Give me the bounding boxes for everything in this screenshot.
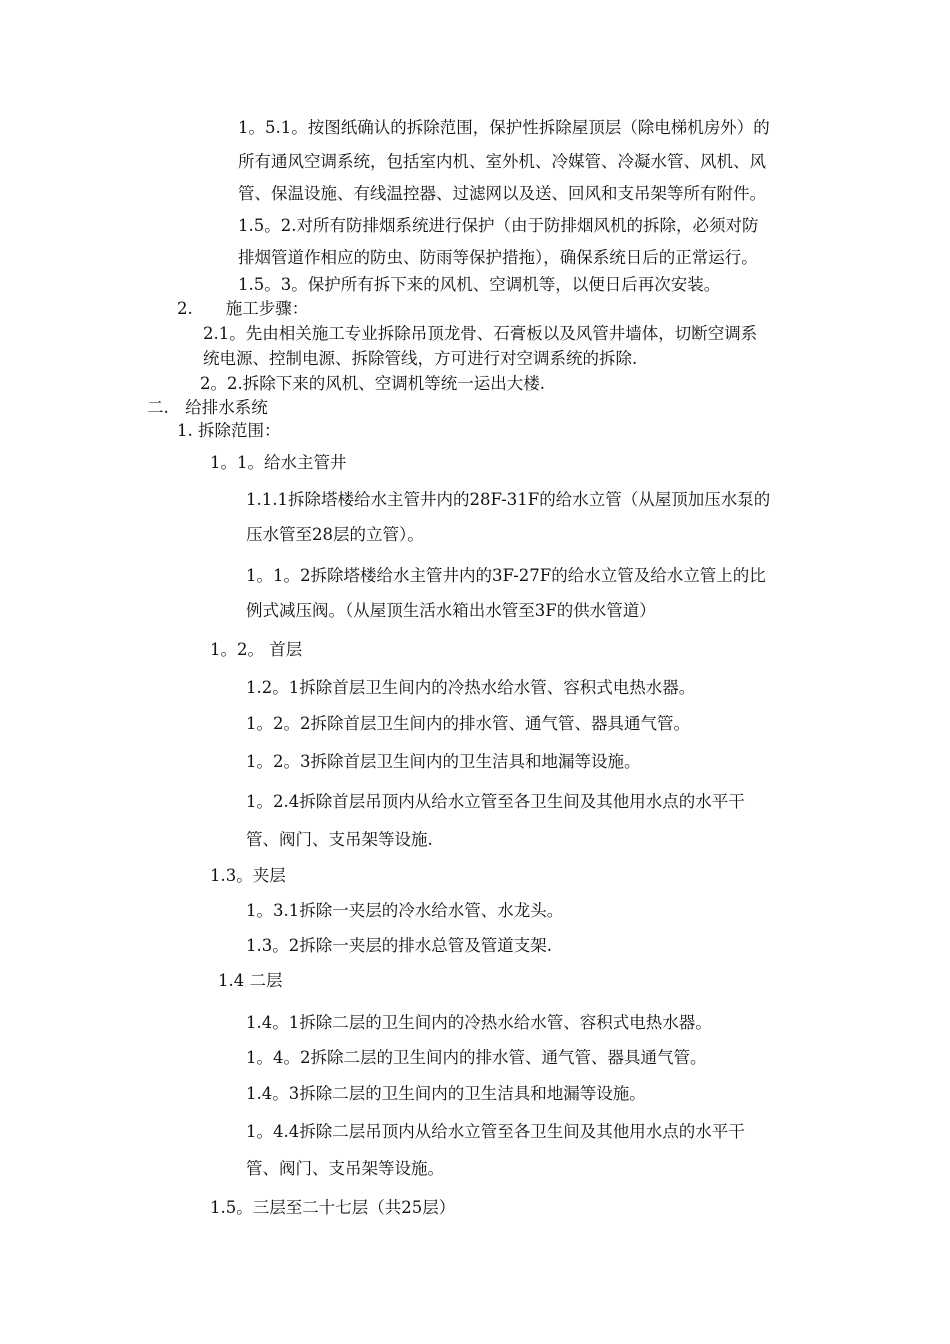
- text-line: 1. 拆除范围：: [177, 421, 281, 440]
- text-line: 例式减压阀。（从屋顶生活水箱出水管至3F的供水管道）: [246, 601, 656, 620]
- text-line: 1。4。2拆除二层的卫生间内的排水管、通气管、器具通气管。: [246, 1048, 707, 1067]
- text-line: 统电源、控制电源、拆除管线，方可进行对空调系统的拆除.: [203, 349, 638, 368]
- text-line: 1。2。2拆除首层卫生间内的排水管、通气管、器具通气管。: [246, 714, 690, 733]
- text-line: 1。3.1拆除一夹层的冷水给水管、水龙头。: [246, 901, 564, 920]
- text-line: 1.5。2.对所有防排烟系统进行保护（由于防排烟风机的拆除，必须对防: [238, 216, 759, 235]
- text-line: 1.4。1拆除二层的卫生间内的冷热水给水管、容积式电热水器。: [246, 1013, 712, 1032]
- text-line: 2。2.拆除下来的风机、空调机等统一运出大楼.: [200, 374, 545, 393]
- text-line: 2. 施工步骤：: [177, 299, 309, 318]
- text-line: 1.2。1拆除首层卫生间内的冷热水给水管、容积式电热水器。: [246, 678, 696, 697]
- text-line: 1。2。 首层: [210, 640, 303, 659]
- text-line: 1。4.4拆除二层吊顶内从给水立管至各卫生间及其他用水点的水平干: [246, 1122, 745, 1141]
- text-line: 管、阀门、支吊架等设施。: [246, 1159, 444, 1178]
- text-line: 1.1.1拆除塔楼给水主管井内的28F-31F的给水立管（从屋顶加压水泵的: [246, 490, 771, 509]
- text-line: 排烟管道作相应的防虫、防雨等保护措拖），确保系统日后的正常运行。: [238, 248, 758, 267]
- text-line: 1.5。三层至二十七层（共25层）: [210, 1198, 456, 1217]
- text-line: 1.5。3。保护所有拆下来的风机、空调机等，以便日后再次安装。: [238, 275, 721, 294]
- text-line: 2.1。先由相关施工专业拆除吊顶龙骨、石膏板以及风管井墙体，切断空调系: [203, 324, 758, 343]
- text-line: 1.3。2拆除一夹层的排水总管及管道支架.: [246, 936, 552, 955]
- text-line: 1。1。2拆除塔楼给水主管井内的3F-27F的给水立管及给水立管上的比: [246, 566, 766, 585]
- text-line: 管、保温设施、有线温控器、过滤网以及送、回风和支吊架等所有附件。: [238, 184, 766, 203]
- text-line: 压水管至28层的立管）。: [246, 525, 424, 544]
- text-line: 所有通风空调系统，包括室内机、室外机、冷媒管、冷凝水管、风机、风: [238, 152, 766, 171]
- section-heading: 二. 给排水系统: [147, 398, 268, 417]
- text-line: 1。5.1。按图纸确认的拆除范围，保护性拆除屋顶层（除电梯机房外）的: [238, 118, 770, 137]
- text-line: 1.3。夹层: [210, 866, 286, 885]
- text-line: 1.4 二层: [218, 971, 283, 990]
- text-line: 管、阀门、支吊架等设施.: [246, 830, 433, 849]
- text-line: 1。2。3拆除首层卫生间内的卫生洁具和地漏等设施。: [246, 752, 641, 771]
- text-line: 1.4。3拆除二层的卫生间内的卫生洁具和地漏等设施。: [246, 1084, 646, 1103]
- text-line: 1。2.4拆除首层吊顶内从给水立管至各卫生间及其他用水点的水平干: [246, 792, 745, 811]
- text-line: 1。1。给水主管井: [210, 453, 347, 472]
